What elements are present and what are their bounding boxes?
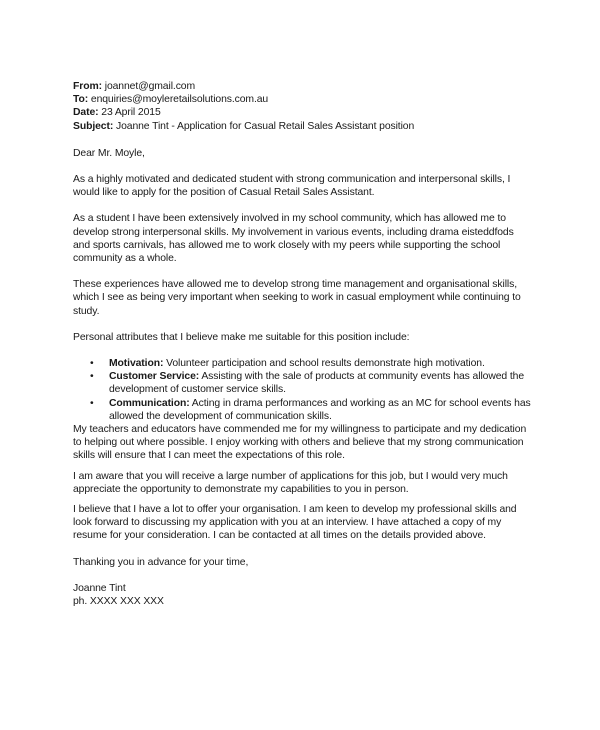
date-label: Date:	[73, 107, 99, 119]
attribute-text: Assisting with the sale of products at community events has allowed the development of customer service skills.	[109, 371, 525, 396]
to-label: To:	[73, 94, 89, 106]
list-item	[73, 397, 533, 423]
paragraph-intro: As a highly motivated and dedicated student with strong communication and interpersonal skills, I would like to apply for the position of Casual Retail Sales Assistant.	[73, 174, 511, 199]
salutation: Dear Mr. Moyle,	[73, 147, 145, 159]
attribute-text: Acting in drama performances and working as an MC for school events has allowed the development of communication skills.	[109, 397, 531, 422]
subject-value: Joanne Tint - Application for Casual Retail Sales Assistant position	[116, 120, 415, 132]
paragraph-offer: I believe that I have a lot to offer your organisation. I am keen to develop my professional skills and look forward to discussing my application with you at an interview. I have attached a copy of my resume for your consideration. I can be contacted at all times on the details provided above.	[73, 504, 517, 542]
paragraph-experiences: These experiences have allowed me to develop strong time management and organisational skills, which I see as being very important when seeking to work in casual employment while continuing to study.	[73, 279, 521, 317]
date-line	[73, 106, 533, 119]
list-item	[73, 357, 533, 370]
bullet-icon: •	[90, 358, 94, 370]
paragraph-applications: I am aware that you will receive a large number of applications for this job, but I would very much appreciate the opportunity to demonstrate my capabilities to you in person.	[73, 470, 508, 495]
attribute-label: Motivation:	[109, 358, 164, 370]
bullet-icon: •	[90, 371, 94, 383]
list-item	[73, 370, 533, 396]
date-value: 23 April 2015	[101, 107, 161, 119]
paragraph-teachers: My teachers and educators have commended me for my willingness to participate and my dedication to helping out where possible. I enjoy working with others and believe that my strong communication skills will ensure that I can meet the expectations of this role.	[73, 424, 527, 462]
paragraph-school-involvement: As a student I have been extensively involved in my school community, which has allowed me to develop strong interpersonal skills. My involvement in various events, including drama eisteddfods and sports carnivals, has allowed me to work closely with my peers while supporting the school community as a whole.	[73, 213, 514, 265]
attribute-label: Customer Service:	[109, 371, 200, 383]
signature-name: Joanne Tint	[73, 582, 126, 594]
letter-page	[73, 80, 533, 608]
from-value: joannet@gmail.com	[104, 81, 196, 92]
to-value: enquiries@moyleretailsolutions.com.au	[90, 94, 269, 106]
bullet-icon: •	[90, 397, 94, 409]
subject-line	[73, 120, 533, 133]
from-line	[73, 80, 533, 93]
paragraph-attributes-intro: Personal attributes that I believe make me suitable for this position include:	[73, 331, 410, 343]
closing-line: Thanking you in advance for your time,	[73, 556, 249, 568]
attribute-text: Volunteer participation and school results demonstrate high motivation.	[163, 358, 485, 370]
attribute-label: Communication:	[109, 397, 190, 409]
from-label: From:	[73, 81, 102, 92]
attributes-list	[73, 357, 533, 423]
subject-label: Subject:	[73, 120, 114, 132]
signature-phone: ph. XXXX XXX XXX	[73, 596, 164, 608]
to-line	[73, 93, 533, 106]
